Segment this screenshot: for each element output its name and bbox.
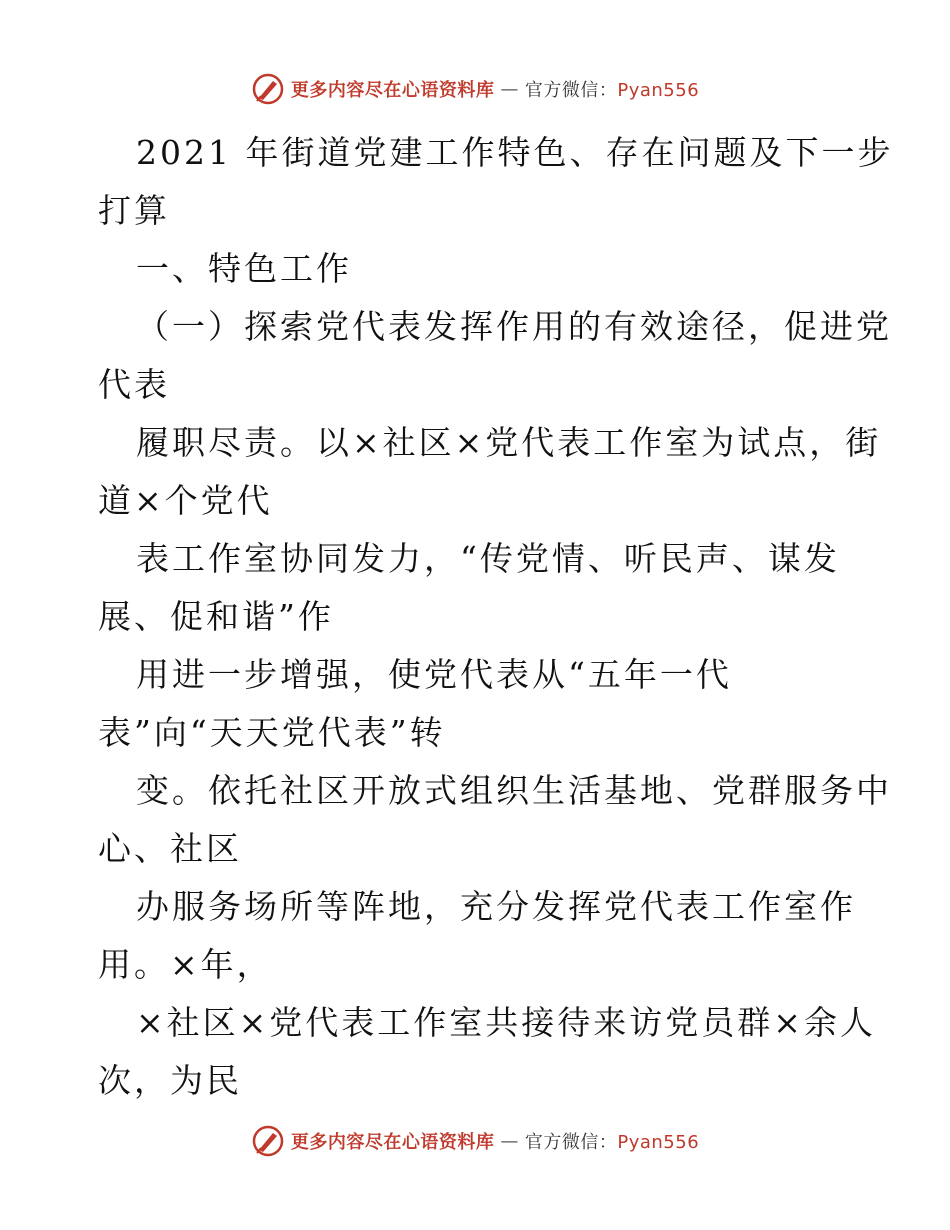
text-line: （一）探索党代表发挥作用的有效途径，促进党 xyxy=(136,307,892,346)
text-line: 打算 xyxy=(98,191,170,230)
text-line: 心、社区 xyxy=(98,829,242,868)
text-line: 履职尽责。以×社区×党代表工作室为试点，街 xyxy=(136,423,882,462)
watermark-contact xyxy=(525,76,699,102)
watermark-dash: — xyxy=(500,78,519,100)
watermark-wechat-id: Pyan556 xyxy=(617,80,700,101)
watermark-prefix: 官方微信： xyxy=(524,80,618,101)
quill-logo-icon xyxy=(251,1124,285,1158)
text-line: 次，为民 xyxy=(98,1061,242,1100)
watermark-main-text: 更多内容尽在心语资料库 xyxy=(290,1132,495,1153)
text-line: ×社区×党代表工作室共接待来访党员群×余人 xyxy=(136,1003,876,1042)
watermark-dash: — xyxy=(500,1130,519,1152)
text-line: 一、特色工作 xyxy=(136,249,352,288)
text-line: 变。依托社区开放式组织生活基地、党群服务中 xyxy=(136,771,892,810)
watermark-wechat-id: Pyan556 xyxy=(617,1132,700,1153)
watermark-footer xyxy=(0,1124,950,1158)
text-line: 用。×年， xyxy=(98,945,273,984)
quill-logo-icon xyxy=(251,72,285,106)
watermark-header xyxy=(0,72,950,106)
watermark-prefix: 官方微信： xyxy=(524,1132,618,1153)
text-line: 表”向“天天党代表”转 xyxy=(98,713,446,752)
text-line: 办服务场所等阵地，充分发挥党代表工作室作 xyxy=(136,887,856,926)
document-body xyxy=(98,124,894,1110)
text-line: 用进一步增强，使党代表从“五年一代 xyxy=(136,655,732,694)
watermark-contact xyxy=(525,1128,699,1154)
text-line: 表工作室协同发力，“传党情、听民声、谋发 xyxy=(136,539,840,578)
watermark-main-text: 更多内容尽在心语资料库 xyxy=(290,80,495,101)
text-line: 展、促和谐”作 xyxy=(98,597,334,636)
text-line: 代表 xyxy=(98,365,170,404)
text-line: 2021 年街道党建工作特色、存在问题及下一步 xyxy=(136,133,894,172)
text-line: 道×个党代 xyxy=(98,481,273,520)
